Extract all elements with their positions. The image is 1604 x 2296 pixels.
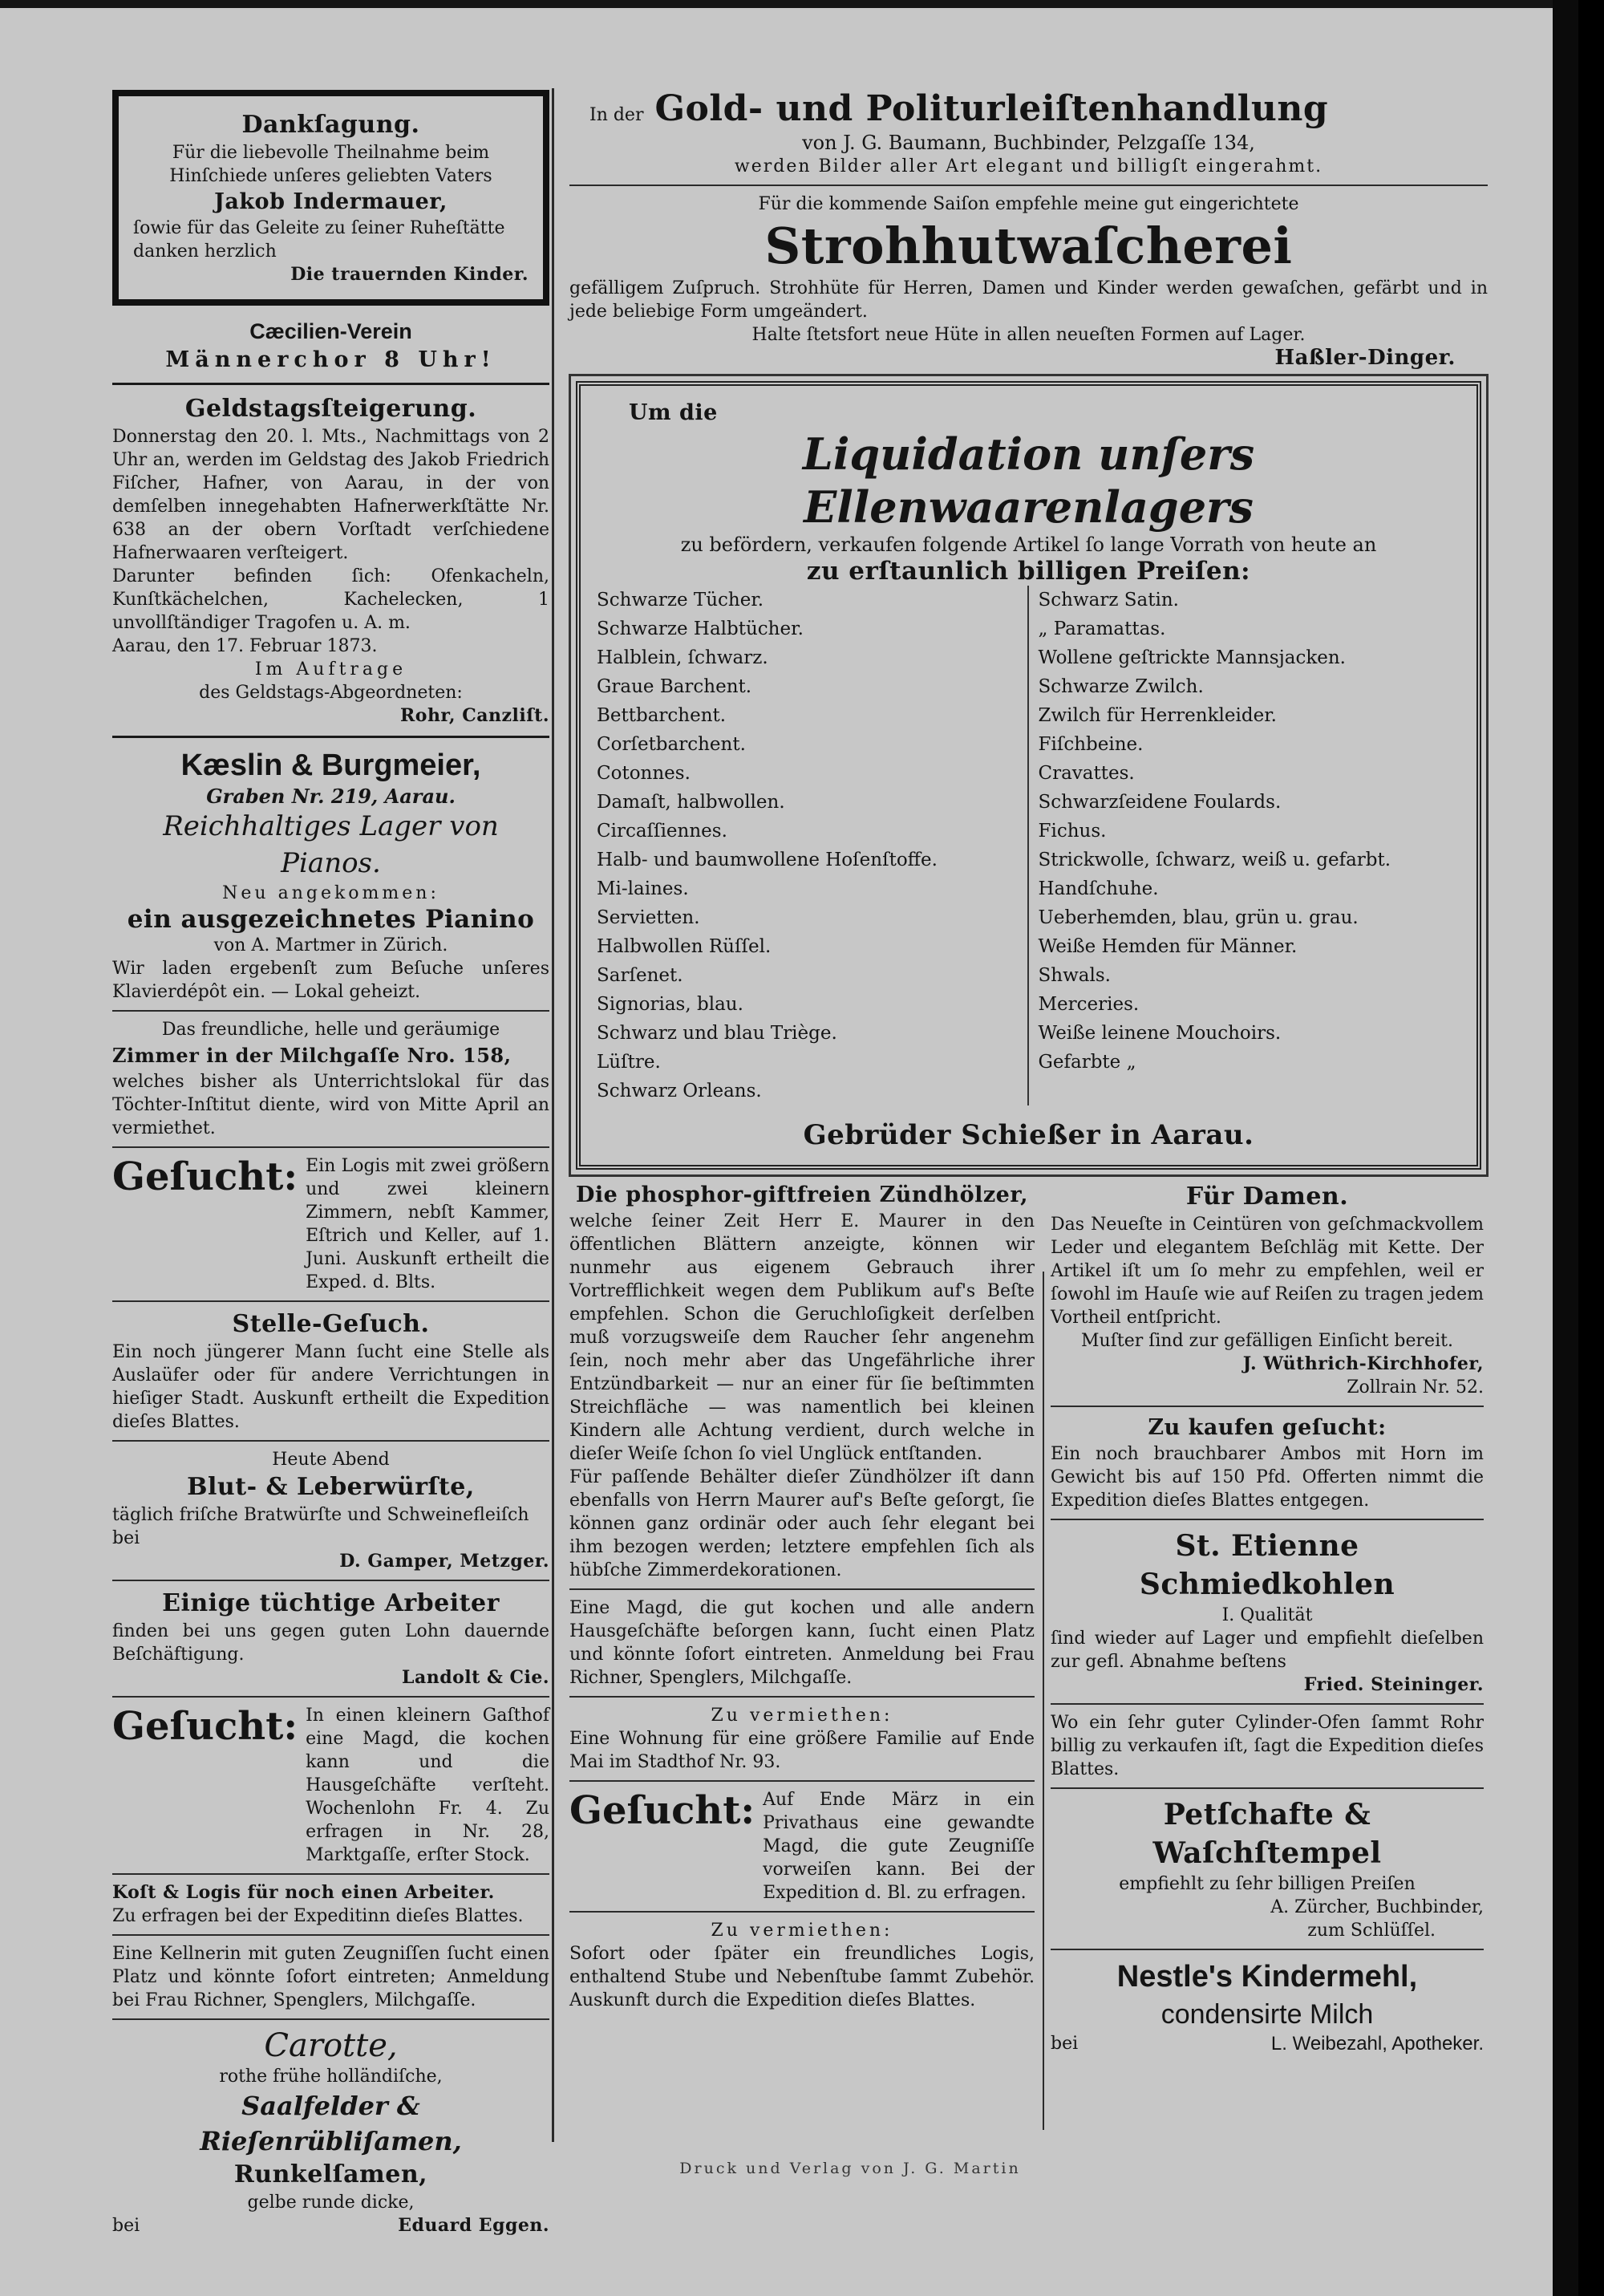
kauf-title: Zu kaufen geſucht:	[1148, 1415, 1387, 1440]
stroh-body: gefälligem Zuſpruch. Strohhüte für Herren, Damen und Kinder werden gewaſchen, gefärbt und in jede beliebige Form umgeändert.	[569, 278, 1488, 322]
divider	[112, 383, 549, 385]
caecilien-line1: Cæcilien-Verein	[249, 319, 412, 343]
divider	[112, 1440, 549, 1442]
gold-header	[569, 87, 1488, 132]
phos-body2: Für paſſende Behälter dieſer Zündhölzer iſt dann ebenfalls von Herrn Maurer auf's Beſte geſorgt, ſie können ganz ordinär oder auch ſehr elegant bei ihm bezogen werden; letztere empfehlen ſich als hübſche Zimmerdekorationen.	[569, 1467, 1035, 1580]
liq-item: Halbwollen Rüſſel.	[597, 936, 772, 957]
divider	[1051, 1519, 1484, 1520]
carotte-l5: gelbe runde dicke,	[247, 2193, 415, 2213]
kost-l2: Zu erfragen bei der Expeditinn dieſes Blattes.	[112, 1906, 524, 1926]
damen-body2: Muſter ſind zur gefälligen Einſicht bereit.	[1081, 1331, 1453, 1351]
phos-body: welche ſeiner Zeit Herr E. Maurer in den öffentlichen Blättern anzeigte, können wir nunmehr aus eigenem Gebrauch ihrer Vortrefflichkeit wegen dem Publikum auf's Beſte empfehlen. Schon die Geruchloſigkeit derſelben muß vorzugsweiſe dem Raucher ſehr angenehm ſein, noch mehr aber das Ungefährliche ihrer Entzündbarkeit — nur an einer für ſie beſtimmten Streichfläche — was namentlich bei kleinen Kindern alle Achtung verdient, durch welche in dieſer Weiſe ſchon ſo viel Unglück entſtanden.	[569, 1211, 1035, 1464]
damen-title: Für Damen.	[1185, 1182, 1349, 1211]
divider	[569, 1588, 1035, 1590]
carotte-bei: bei	[112, 2216, 140, 2236]
blut-title: Blut- & Leberwürſte,	[187, 1473, 475, 1501]
liq-item: Zwilch für Herrenkleider.	[1038, 705, 1277, 726]
divider	[112, 1873, 549, 1875]
liq-item: Strickwolle, ſchwarz, weiß u. gefarbt.	[1038, 850, 1391, 870]
divider	[112, 736, 549, 738]
lower-right	[569, 1181, 1488, 2055]
liq-left-list	[597, 586, 1019, 1105]
geld-auftrag: Im Auftrage	[254, 659, 407, 679]
liq-item: Halblein, ſchwarz.	[597, 647, 768, 668]
kaeslin-von: von A. Martmer in Zürich.	[213, 935, 448, 955]
kellnerin-body: Eine Kellnerin mit guten Zeugniſſen ſucht einen Platz und könnte ſofort eintreten; Anmeldung bei Frau Richner, Spenglers, Milchgaſſe.	[112, 1944, 549, 2010]
liq-sub2: zu erſtaunlich billigen Preiſen:	[806, 557, 1251, 586]
carotte-l4: Runkelſamen,	[233, 2160, 428, 2189]
liq-item: Shwals.	[1038, 965, 1111, 986]
kaeslin-name: Kæslin & Burgmeier,	[180, 748, 481, 782]
gold-von: von J. G. Baumann, Buchbinder, Pelzgaſſe 134,	[802, 132, 1255, 154]
zimmer-l2: Zimmer in der Milchgaſſe Nro. 158,	[112, 1044, 512, 1067]
liq-item: Halb- und baumwollene Hoſenſtoffe.	[597, 850, 938, 870]
geld-sig: Rohr, Canzliſt.	[399, 705, 549, 726]
liq-right-list	[1027, 586, 1461, 1105]
dank-name: Jakob Indermauer,	[214, 189, 448, 214]
liq-item: Schwarze Tücher.	[597, 590, 764, 611]
stroh-title: Strohhutwaſcherei	[764, 217, 1293, 275]
verm2-title: Zu vermiethen:	[711, 1921, 893, 1941]
liq-item: Sarſenet.	[597, 965, 683, 986]
gesucht-label: Geſucht:	[569, 1788, 755, 1833]
liq-item: Merceries.	[1038, 994, 1140, 1015]
etienne-sig: Fried. Steininger.	[1303, 1674, 1484, 1695]
zimmer-l3: welches bisher als Unterrichtslokal für das Töchter-Inſtitut diente, wird von Mitte April an vermiethet.	[112, 1072, 549, 1138]
geld-body2: Darunter befinden ſich: Ofenkacheln, Kunſtkächelchen, Kachelecken, 1 unvollſtändiger Tragofen u. A. m.	[112, 566, 549, 633]
verm2-body: Sofort oder ſpäter ein freundliches Logis, enthaltend Stube und Nebenſtube ſammt Zubehör. Auskunft durch die Expedition dieſes Blattes.	[569, 1944, 1035, 2010]
liq-item: Corſetbarchent.	[597, 734, 746, 755]
geld-date: Aarau, den 17. Februar 1873.	[112, 636, 378, 656]
gesucht-logis-text: Ein Logis mit zwei größern und zwei kleinern Zimmern, nebſt Kammer, Eſtrich und Keller, auf 1. Juni. Auskunft ertheilt die Exped. d. Blts.	[306, 1156, 549, 1292]
liq-item: Cravattes.	[1038, 763, 1135, 784]
liq-title: Liquidation unſers Ellenwaarenlagers	[802, 428, 1255, 533]
gold-pre: In der	[589, 105, 644, 125]
lower-right-col-b	[1051, 1181, 1484, 2055]
liq-item: Signorias, blau.	[597, 994, 743, 1015]
divider	[1051, 1949, 1484, 1950]
damen-sig: J. Wüthrich-Kirchhofer,	[1242, 1353, 1484, 1374]
gold-body: werden Bilder aller Art elegant und billigſt eingerahmt.	[734, 156, 1323, 176]
liq-item: Schwarz Orleans.	[597, 1081, 762, 1101]
pet-body: empfiehlt zu ſehr billigen Preiſen	[1119, 1874, 1416, 1894]
geld-body: Donnerstag den 20. l. Mts., Nachmittags von 2 Uhr an, werden im Geldstag des Jakob Friedrich Fiſcher, Hafner, von Aarau, in der von demſelben innegehabten Hafnerwerkſtätte Nr. 638 an der obern Vorſtadt verſchiedene Hafnerwaaren verſteigert.	[112, 427, 549, 563]
arbeiter-body: finden bei uns gegen guten Lohn dauernde Beſchäftigung.	[112, 1621, 549, 1665]
pet-sig: A. Zürcher, Buchbinder,	[1270, 1897, 1484, 1917]
divider	[1051, 1787, 1484, 1789]
divider	[1051, 1703, 1484, 1705]
nestle-title: Nestle's Kindermehl,	[1116, 1960, 1418, 1994]
liq-lists	[597, 586, 1460, 1105]
nestle-l2: condensirte Milch	[1160, 1999, 1374, 2030]
dank-body2: ſowie für das Geleite zu ſeiner Ruheſtätte danken herzlich	[133, 218, 505, 262]
kauf-body: Ein noch brauchbarer Ambos mit Horn im Gewicht bis auf 150 Pfd. Offerten nimmt die Expedition dieſes Blattes entgegen.	[1051, 1444, 1484, 1511]
verm1-body: Eine Wohnung für eine größere Familie auf Ende Mai im Stadthof Nr. 93.	[569, 1729, 1035, 1772]
liq-item: Weiße Hemden für Männer.	[1038, 936, 1298, 957]
liq-item: Fichus.	[1038, 821, 1107, 842]
blut-l0: Heute Abend	[272, 1450, 390, 1470]
liq-item: Servietten.	[597, 907, 700, 928]
liq-item: „ Paramattas.	[1038, 619, 1166, 639]
divider	[569, 185, 1488, 186]
stelle-body: Ein noch jüngerer Mann ſucht eine Stelle als Auslaüfer oder für andere Verrichtungen in hieſiger Stadt. Auskunft ertheilt die Expedition dieſes Blattes.	[112, 1342, 549, 1432]
carotte-l3: Saalfelder & Rieſenrübliſamen,	[200, 2091, 462, 2156]
arbeiter-title: Einige tüchtige Arbeiter	[162, 1589, 500, 1617]
lower-right-col-a	[569, 1181, 1035, 2055]
liq-sig: Gebrüder Schießer in Aarau.	[803, 1119, 1254, 1151]
liq-item: Mi-laines.	[597, 878, 689, 899]
footer-imprint: Druck und Verlag von J. G. Martin	[679, 2160, 1021, 2177]
kaeslin-addr: Graben Nr. 219, Aarau.	[206, 785, 456, 808]
nestle-bei: bei	[1051, 2034, 1079, 2054]
liq-item: Graue Barchent.	[597, 676, 752, 697]
stelle-title: Stelle-Geſuch.	[232, 1310, 430, 1338]
damen-body: Das Neueſte in Ceintüren von geſchmackvollem Leder und elegantem Beſchläg mit Kette. Der Artikel iſt um ſo mehr zu empfehlen, weil er ſowohl im Hauſe wie auf Reiſen zu tragen jedem Vortheil entſpricht.	[1051, 1215, 1484, 1328]
carotte-sig: Eduard Eggen.	[398, 2215, 549, 2236]
liq-item: Wollene geſtrickte Mannsjacken.	[1038, 647, 1346, 668]
magd-body: Eine Magd, die gut kochen und alle andern Hausgeſchäfte beſorgen kann, ſucht einen Platz und könnte ſofort eintreten. Anmeldung bei Frau Richner, Spenglers, Milchgaſſe.	[569, 1598, 1035, 1688]
gesucht-privathaus	[569, 1788, 1035, 1905]
divider	[569, 1696, 1035, 1698]
liq-item: Cotonnes.	[597, 763, 691, 784]
kaeslin-pianino: ein ausgezeichnetes Pianino	[127, 905, 535, 934]
kaeslin-lager: Reichhaltiges Lager von Pianos.	[163, 810, 499, 879]
nestle-sig: L. Weibezahl, Apotheker.	[1270, 2033, 1484, 2055]
etienne-title: St. Etienne Schmiedkohlen	[1139, 1529, 1395, 1601]
dank-title: Dankſagung.	[241, 111, 420, 139]
verm1-title: Zu vermiethen:	[711, 1706, 893, 1726]
caecilien-line2: Männerchor 8 Uhr!	[165, 347, 496, 372]
kaeslin-invite: Wir laden ergebenſt zum Beſuche unſeres Klavierdépôt ein. — Lokal geheizt.	[112, 959, 549, 1002]
top-edge	[0, 0, 1578, 8]
zimmer-l1: Das freundliche, helle und geräumige	[161, 1020, 500, 1040]
blut-sig: D. Gamper, Metzger.	[339, 1551, 549, 1572]
divider	[112, 1696, 549, 1698]
blut-body: täglich friſche Bratwürſte und Schweinefleiſch bei	[112, 1505, 529, 1548]
divider	[569, 1780, 1035, 1782]
etienne-body: ſind wieder auf Lager und empfiehlt dieſelben zur gefl. Abnahme beſtens	[1051, 1629, 1484, 1672]
liq-um: Um die	[629, 400, 718, 425]
etienne-q: I. Qualität	[1221, 1605, 1313, 1625]
left-column	[112, 87, 549, 2236]
ofen-body: Wo ein ſehr guter Cylinder-Ofen ſammt Rohr billig zu verkaufen iſt, ſagt die Expedition dieſes Blattes.	[1051, 1713, 1484, 1779]
right-area	[569, 87, 1488, 2156]
liq-item: Handſchuhe.	[1038, 878, 1159, 899]
dank-sig: Die trauernden Kinder.	[290, 264, 529, 285]
gold-title: Gold- und Politurleiſtenhandlung	[654, 88, 1329, 129]
gesucht-label: Geſucht:	[112, 1704, 298, 1749]
pet-sig2: zum Schlüſſel.	[1307, 1921, 1436, 1941]
stroh-l1: Für die kommende Saiſon empfehle meine gut eingerichtete	[758, 194, 1299, 214]
kaeslin-neu: Neu angekommen:	[222, 883, 439, 903]
kost-l1: Koſt & Logis für noch einen Arbeiter.	[112, 1882, 495, 1903]
liq-item: Gefarbte „	[1038, 1052, 1136, 1073]
liq-item: Schwarz und blau Triège.	[597, 1023, 837, 1044]
liq-sub: zu befördern, verkaufen folgende Artikel ſo lange Vorrath von heute an	[680, 533, 1377, 556]
arbeiter-sig: Landolt & Cie.	[402, 1667, 549, 1688]
liq-item: Ueberhemden, blau, grün u. grau.	[1038, 907, 1359, 928]
liq-item: Bettbarchent.	[597, 705, 727, 726]
dank-body: Für die liebevolle Theilnahme beim Hinſchiede unſeres geliebten Vaters	[169, 143, 492, 186]
geld-abg: des Geldstags-Abgeordneten:	[199, 683, 463, 703]
damen-addr: Zollrain Nr. 52.	[1347, 1377, 1484, 1397]
divider	[112, 1300, 549, 1302]
divider	[112, 1580, 549, 1581]
divider	[112, 2018, 549, 2020]
gesucht-logis	[112, 1154, 549, 1294]
pet-title: Petſchafte & Waſchſtempel	[1152, 1798, 1382, 1870]
liq-item: Schwarze Zwilch.	[1038, 676, 1204, 697]
liq-item: Schwarzſeidene Foulards.	[1038, 792, 1282, 813]
liq-item: Schwarze Halbtücher.	[597, 619, 804, 639]
divider	[1051, 1406, 1484, 1407]
stroh-sig: Haßler-Dinger.	[1274, 346, 1456, 370]
liquidation-frame	[576, 381, 1481, 1170]
stroh-body2: Halte ſtetsfort neue Hüte in allen neueſten Formen auf Lager.	[751, 325, 1306, 345]
scan-edge	[1553, 0, 1578, 2296]
divider	[112, 1146, 549, 1148]
phos-title: Die phosphor-giftfreien Zündhölzer,	[575, 1182, 1029, 1207]
nestle-signature-row	[1051, 2032, 1484, 2055]
gesucht-privathaus-text: Auf Ende März in ein Privathaus eine gewandte Magd, die gute Zeugniſſe vorweiſen kann. Bei der Expedition d. Bl. zu erfragen.	[763, 1790, 1035, 1903]
carotte-title: Carotte,	[264, 2027, 398, 2064]
liq-item: Weiße leinene Mouchoirs.	[1038, 1023, 1282, 1044]
liq-item: Circaſſiennes.	[597, 821, 727, 842]
gesucht-magd-text: In einen kleinern Gaſthof eine Magd, die kochen kann und die Hausgeſchäfte verſteht. Wochenlohn Fr. 4. Zu erfragen in Nr. 28, Marktgaſſe, erſter Stock.	[306, 1706, 549, 1865]
dankfagung-notice	[112, 90, 549, 306]
gesucht-magd	[112, 1704, 549, 1867]
carotte-signature-row	[112, 2214, 549, 2237]
divider	[569, 1911, 1035, 1913]
divider	[112, 1010, 549, 1012]
carotte-l2: rothe frühe holländiſche,	[219, 2067, 443, 2087]
liq-item: Schwarz Satin.	[1038, 590, 1179, 611]
gesucht-label: Geſucht:	[112, 1154, 298, 1199]
liq-item: Lüſtre.	[597, 1052, 661, 1073]
divider	[112, 1934, 549, 1936]
liq-item: Damaſt, halbwollen.	[597, 792, 785, 813]
liq-item: Fiſchbeine.	[1038, 734, 1144, 755]
geld-title: Geldstagsſteigerung.	[184, 395, 477, 423]
column-divider	[552, 88, 554, 2142]
